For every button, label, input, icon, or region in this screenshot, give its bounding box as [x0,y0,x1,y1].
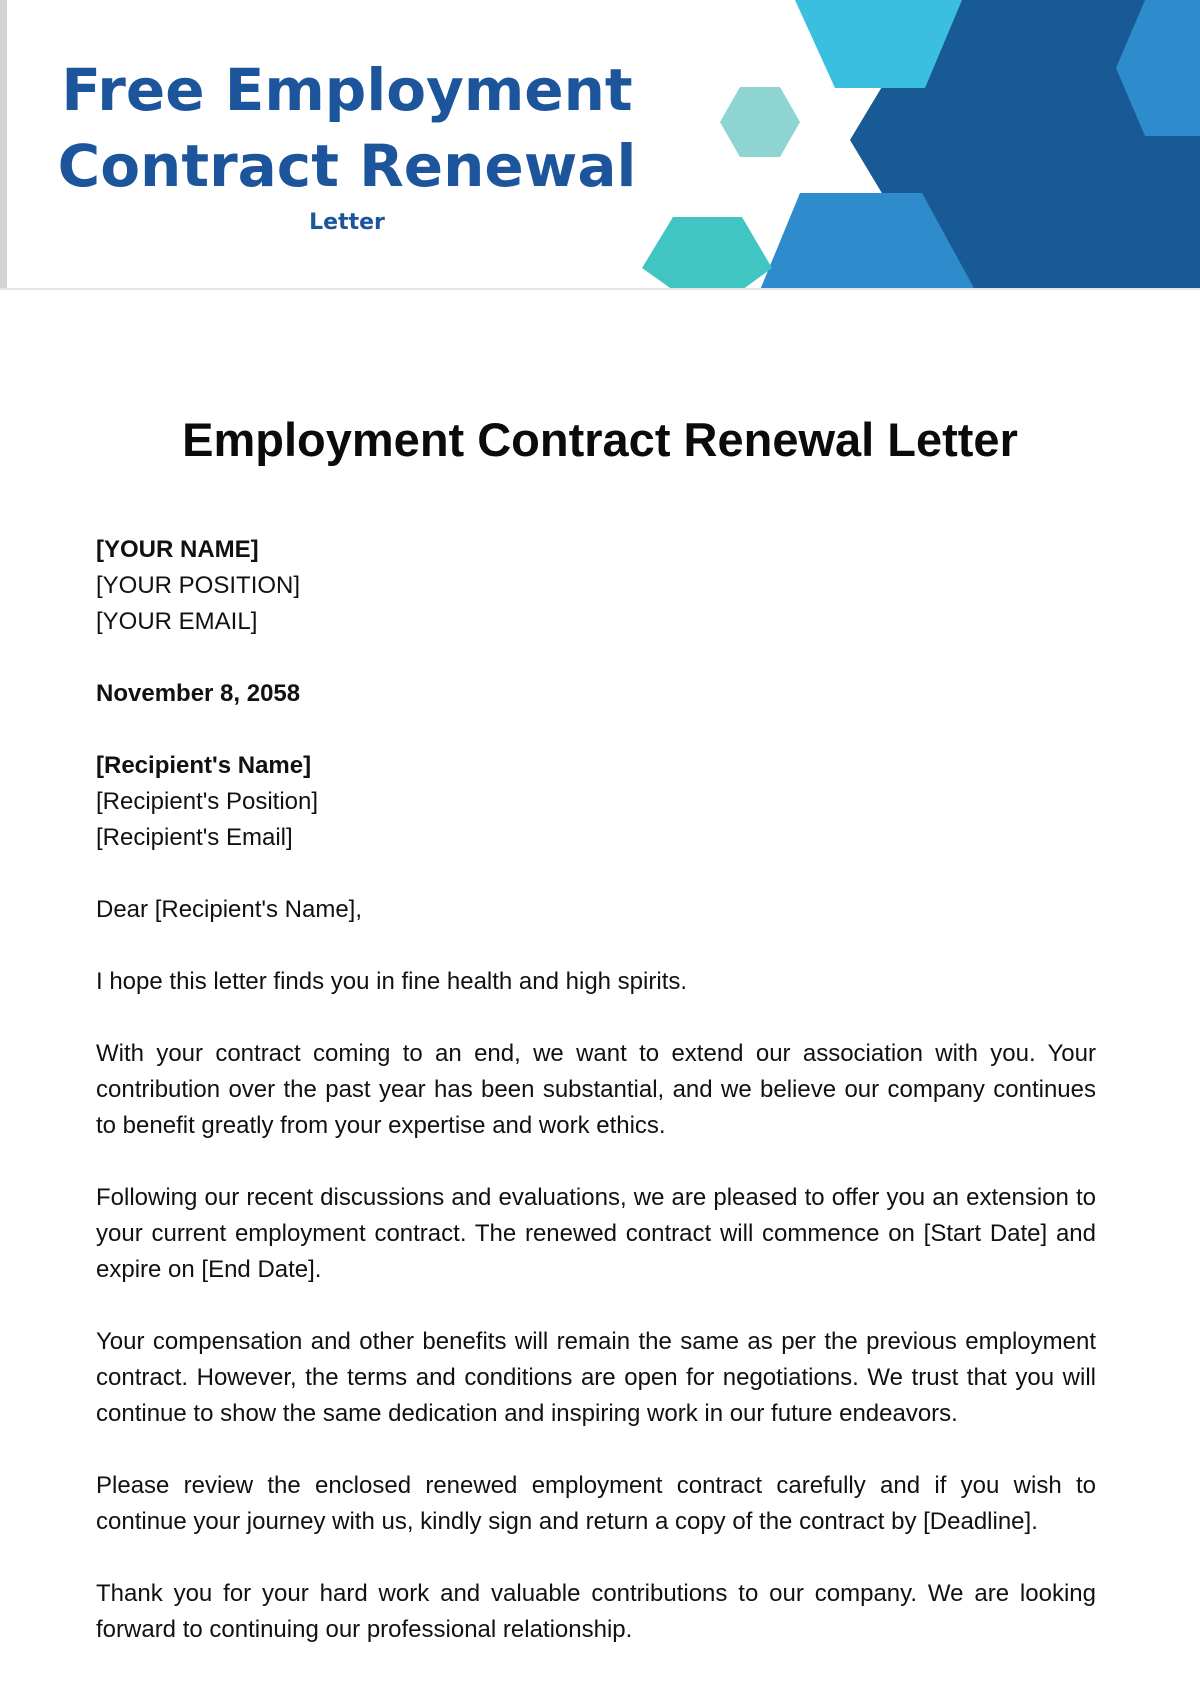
banner-title-line-1: Free Employment [61,56,633,124]
recipient-name: [Recipient's Name] [96,752,312,779]
recipient-email: [Recipient's Email] [96,824,293,851]
letter-body [96,532,1096,1648]
paragraph-extension-offer: Following our recent discussions and evaluations, we are pleased to offer you an extension to your current employment contract. The renewed contract will commence on [Start Date] and expire on [End Date]. [96,1184,1096,1283]
letter-date: November 8, 2058 [96,680,301,707]
paragraph-review-request: Please review the enclosed renewed employment contract carefully and if you wish to continue your journey with us, kindly sign and return a copy of the contract by [Deadline]. [96,1472,1096,1535]
paragraph-contract-end: With your contract coming to an end, we want to extend our association with you. Your contribution over the past year has been substantial, and we believe our company continues to benefit greatly from your expertise and work ethics. [96,1040,1096,1139]
header-banner [0,0,1200,290]
banner-title-line-2: Contract Renewal [57,132,637,200]
paragraph-thanks: Thank you for your hard work and valuable contributions to our company. We are looking forward to continuing our professional relationship. [96,1580,1096,1643]
banner-title [20,52,674,204]
banner-left-edge [0,0,7,290]
sender-position: [YOUR POSITION] [96,572,301,599]
document-title: Employment Contract Renewal Letter [182,413,1018,466]
salutation: Dear [Recipient's Name], [96,896,363,923]
banner-bottom-edge [0,288,1200,290]
sender-block [96,532,1096,640]
recipient-position: [Recipient's Position] [96,788,319,815]
paragraph-greeting: I hope this letter finds you in fine health and high spirits. [96,968,688,995]
sender-name: [YOUR NAME] [96,536,259,563]
banner-subtitle: Letter [309,210,385,235]
recipient-block [96,748,1096,856]
mint-hexagon [720,87,800,157]
sender-email: [YOUR EMAIL] [96,608,258,635]
paragraph-compensation: Your compensation and other benefits will remain the same as per the previous employment contract. However, the terms and conditions are open for negotiations. We trust that you will continue to show the same dedication and inspiring work in our future endeavors. [96,1328,1096,1427]
